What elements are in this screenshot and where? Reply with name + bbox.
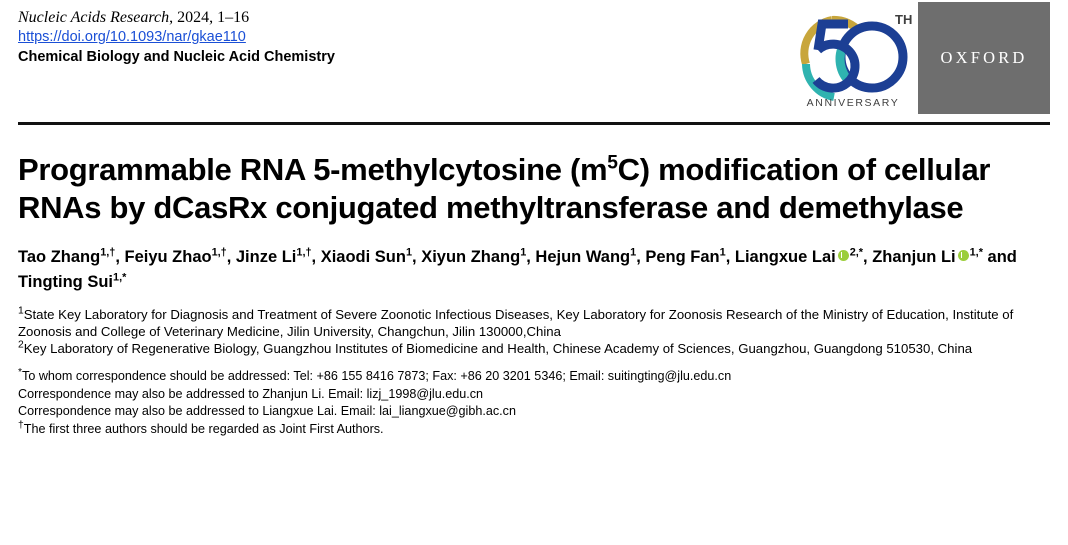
masthead xyxy=(18,0,1050,118)
correspondence-block xyxy=(18,368,1050,438)
publisher-logo-block xyxy=(788,2,1050,114)
correspondence-text: The first three authors should be regarded as Joint First Authors. xyxy=(23,421,384,436)
affiliation-text: State Key Laboratory for Diagnosis and Treatment of Severe Zoonotic Infectious Diseases, Key Laboratory for Zoonosis Research of the Ministry of Education, Institute of Zoonosis and College of Veterinary Medicine, Jilin University, Changchun, Jilin 130000,China xyxy=(18,307,1014,339)
orcid-icon[interactable] xyxy=(838,250,849,261)
author-affiliation-marker: 1,† xyxy=(211,246,227,259)
journal-title: Nucleic Acids Research xyxy=(18,9,170,26)
affiliation-item xyxy=(18,306,1050,340)
author-separator: , xyxy=(526,248,536,266)
author-name: Xiyun Zhang xyxy=(421,248,521,266)
correspondence-text: To whom correspondence should be addressed: Tel: +86 155 8416 7873; Fax: +86 20 3201 5346; Email: suitingting@jlu.edu.cn xyxy=(22,369,732,383)
author-affiliation-marker: 1 xyxy=(405,246,413,259)
author-separator: , xyxy=(115,248,125,266)
oxford-logo: OXFORD xyxy=(918,2,1050,114)
author-name: Tao Zhang xyxy=(18,248,101,266)
author-list xyxy=(18,245,1048,295)
author-name: Xiaodi Sun xyxy=(320,248,406,266)
affiliation-item xyxy=(18,340,1050,357)
author-separator: , xyxy=(636,248,646,266)
author-separator: and xyxy=(982,248,1017,266)
orcid-icon[interactable] xyxy=(958,250,969,261)
author-item xyxy=(535,248,645,266)
affiliation-text: Key Laboratory of Regenerative Biology, Guangzhou Institutes of Biomedicine and Health, Chinese Academy of Sciences, Guangzhou, Guangdong 510530, China xyxy=(23,341,973,356)
affiliation-marker: 1 xyxy=(18,305,24,317)
author-name: Feiyu Zhao xyxy=(124,248,212,266)
header-divider xyxy=(18,122,1050,125)
journal-section: Chemical Biology and Nucleic Acid Chemistry xyxy=(18,49,335,65)
author-item xyxy=(735,248,872,266)
author-item xyxy=(872,248,1017,266)
author-item xyxy=(124,248,235,266)
correspondence-item xyxy=(18,403,1050,421)
author-separator: , xyxy=(311,248,321,266)
author-name: Liangxue Lai xyxy=(734,248,836,266)
correspondence-marker: † xyxy=(18,419,24,431)
correspondence-item xyxy=(18,368,1050,386)
author-affiliation-marker: 2,* xyxy=(849,246,864,259)
author-name: Zhanjun Li xyxy=(872,248,956,266)
author-name: Hejun Wang xyxy=(535,248,631,266)
author-item xyxy=(645,248,735,266)
anniversary-logo xyxy=(788,2,918,114)
page-title xyxy=(18,151,1018,227)
author-name: Peng Fan xyxy=(645,248,720,266)
author-affiliation-marker: 1,* xyxy=(969,246,983,259)
title-superscript: 5 xyxy=(607,152,618,174)
journal-volume-pages: , 2024, 1–16 xyxy=(169,9,250,26)
author-item xyxy=(236,248,321,266)
author-name: Jinze Li xyxy=(235,248,297,266)
author-item xyxy=(321,248,422,266)
affiliation-marker: 2 xyxy=(18,339,24,351)
anniversary-label: ANNIVERSARY xyxy=(806,97,900,109)
anniversary-ordinal: TH xyxy=(895,12,913,27)
author-affiliation-marker: 1 xyxy=(719,246,726,259)
author-item xyxy=(421,248,535,266)
correspondence-text: Correspondence may also be addressed to Zhanjun Li. Email: lizj_1998@jlu.edu.cn xyxy=(18,386,484,401)
author-item xyxy=(18,248,124,266)
anniversary-rings-icon xyxy=(788,2,918,102)
title-part-1: Programmable RNA 5-methylcytosine (m xyxy=(18,152,608,187)
correspondence-marker: * xyxy=(18,366,23,378)
author-name: Tingting Sui xyxy=(18,273,114,291)
author-affiliation-marker: 1,† xyxy=(100,246,116,259)
affiliation-list xyxy=(18,306,1050,357)
author-separator: , xyxy=(226,248,236,266)
author-affiliation-marker: 1 xyxy=(630,246,637,259)
author-separator: , xyxy=(863,248,873,266)
correspondence-item xyxy=(18,421,1050,439)
author-affiliation-marker: 1,† xyxy=(296,246,312,259)
author-affiliation-marker: 1,* xyxy=(113,271,127,284)
correspondence-item xyxy=(18,386,1050,404)
author-separator: , xyxy=(725,248,735,266)
title-part-2: C) modification of cellular RNAs by dCasRx conjugated methyltransferase and demethylase xyxy=(18,152,991,225)
author-affiliation-marker: 1 xyxy=(520,246,527,259)
doi-link[interactable]: https://doi.org/10.1093/nar/gkae110 xyxy=(18,29,246,45)
correspondence-text: Correspondence may also be addressed to Liangxue Lai. Email: lai_liangxue@gibh.ac.cn xyxy=(18,404,516,418)
author-separator: , xyxy=(412,248,422,266)
author-item xyxy=(18,273,126,291)
